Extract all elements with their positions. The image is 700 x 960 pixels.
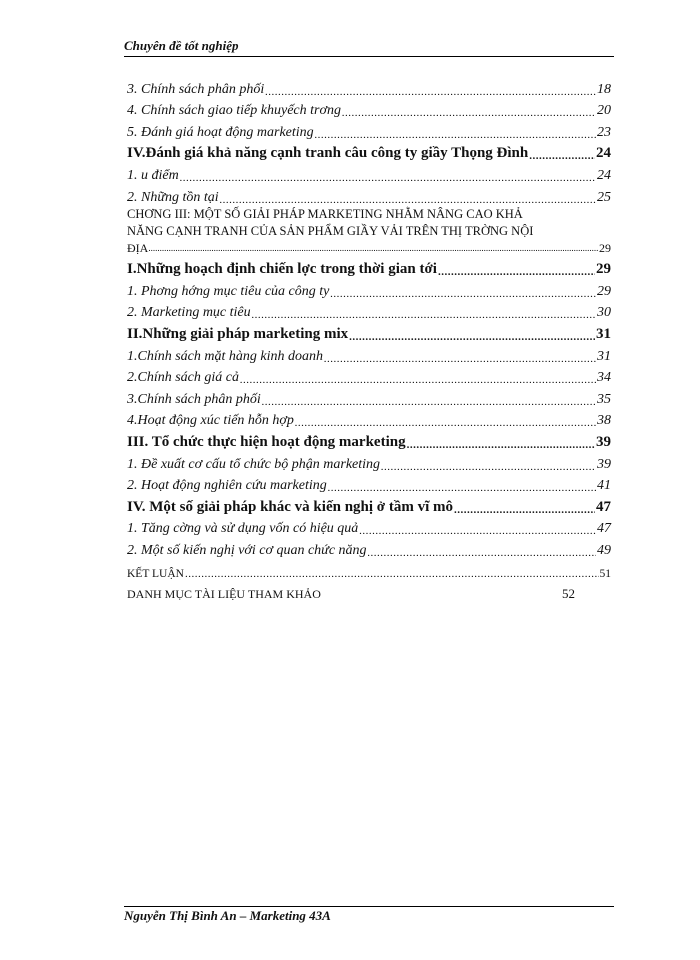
toc-entry[interactable]	[127, 451, 611, 473]
running-header: Chuyên đề tốt nghiệp	[124, 38, 239, 53]
toc-label: 2. Hoạt động nghiên cứu marketing	[127, 478, 327, 494]
toc-label: 2. Những tồn tại	[127, 189, 219, 205]
leader-dots	[368, 547, 596, 559]
toc-page: 29	[599, 240, 611, 255]
toc-page: 31	[596, 325, 611, 342]
toc-label: 4.Hoạt động xúc tiến hỗn hợp	[127, 413, 294, 429]
toc-page: 52	[562, 586, 575, 602]
leader-dots	[330, 288, 596, 300]
leader-dots	[185, 568, 599, 580]
header-rule	[124, 56, 614, 57]
leader-dots	[148, 240, 599, 257]
toc-label: 1.Chính sách mặt hàng kinh doanh	[127, 348, 323, 364]
toc-page: 31	[597, 348, 611, 364]
toc-page: 29	[597, 283, 611, 299]
toc-entry[interactable]	[127, 408, 611, 430]
toc-label: 1. Phơng hớng mục tiêu của công ty	[127, 283, 330, 299]
toc-page: 30	[597, 305, 611, 321]
toc-entry[interactable]	[127, 386, 611, 408]
leader-dots	[529, 150, 595, 162]
toc-entry[interactable]	[127, 365, 611, 387]
leader-dots	[220, 194, 596, 206]
toc-section[interactable]	[127, 494, 611, 516]
toc-label: 3.Chính sách phân phối	[127, 391, 261, 407]
toc-entry[interactable]	[127, 537, 611, 559]
toc-page: 20	[597, 103, 611, 119]
toc-entry[interactable]	[127, 343, 611, 365]
toc-label: 1. Đề xuất cơ cấu tổ chức bộ phận marketing	[127, 456, 381, 472]
toc-label: 2.Chính sách giá cả	[127, 370, 239, 386]
toc-label: II.Những giải pháp marketing mix	[127, 325, 349, 342]
leader-dots	[454, 504, 595, 516]
toc-entry[interactable]	[127, 184, 611, 206]
leader-dots	[438, 266, 595, 278]
toc-entry-conclusion[interactable]	[127, 559, 611, 581]
toc-entry[interactable]	[127, 516, 611, 538]
toc-page: 47	[596, 498, 611, 515]
toc-label: 2. Marketing mục tiêu	[127, 305, 251, 321]
chapter-title-line2: NĂNG CẠNH TRANH CỦA SẢN PHẨM GIẦY VẢI TRÊN THỊ TRỜNG NỘI	[127, 223, 534, 238]
leader-dots	[324, 353, 596, 365]
leader-dots	[252, 309, 596, 321]
toc-page: 23	[597, 124, 611, 140]
toc-page: 39	[596, 433, 611, 450]
footer-rule	[124, 906, 614, 907]
toc-entry[interactable]	[127, 278, 611, 300]
leader-dots	[240, 374, 596, 386]
leader-dots	[381, 461, 596, 473]
toc-label: IV. Một số giải pháp khác và kiến nghị ở tầm vĩ mô	[127, 498, 454, 515]
toc-entry[interactable]	[127, 300, 611, 322]
toc-page: 24	[597, 167, 611, 183]
toc-label: 1. u điểm	[127, 167, 179, 183]
toc-page: 51	[599, 568, 611, 581]
toc-label: I.Những hoạch định chiến lợc trong thời gian tới	[127, 261, 437, 278]
toc-entry[interactable]	[127, 473, 611, 495]
leader-dots	[295, 417, 596, 429]
toc-label: 1. Tăng cờng và sử dụng vốn có hiệu quả	[127, 521, 359, 537]
leader-dots	[315, 129, 596, 141]
toc-chapter[interactable]	[127, 206, 611, 257]
toc-section[interactable]	[127, 429, 611, 451]
toc-page: 38	[597, 413, 611, 429]
toc-entry-references[interactable]	[127, 580, 611, 602]
toc-label: 4. Chính sách giao tiếp khuyếch trơng	[127, 103, 341, 119]
toc-page: 47	[597, 521, 611, 537]
chapter-title-line3: ĐỊA	[127, 240, 149, 255]
toc-page: 35	[597, 391, 611, 407]
toc-page: 39	[597, 456, 611, 472]
toc-label: KẾT LUẬN	[127, 568, 184, 581]
leader-dots	[328, 482, 596, 494]
leader-dots	[262, 396, 596, 408]
toc-page: 29	[596, 261, 611, 278]
toc-section[interactable]	[127, 141, 611, 163]
toc-entry[interactable]	[127, 119, 611, 141]
leader-dots	[349, 331, 595, 343]
toc-entry[interactable]	[127, 98, 611, 120]
toc-label: DANH MỤC TÀI LIỆU THAM KHẢO	[127, 587, 321, 602]
toc-page: 49	[597, 542, 611, 558]
toc-label: IV.Đánh giá khả năng cạnh tranh câu công ty giầy Thọng Đình	[127, 145, 529, 162]
toc-page: 18	[597, 81, 611, 97]
leader-dots	[407, 439, 595, 451]
toc-label: 5. Đánh giá hoạt động marketing	[127, 124, 314, 140]
toc-label: III. Tổ chức thực hiện hoạt động marketing	[127, 433, 406, 450]
toc-page: 24	[596, 145, 611, 162]
leader-dots	[180, 172, 596, 184]
toc-label: 2. Một số kiến nghị với cơ quan chức năng	[127, 542, 367, 558]
toc-page: 41	[597, 478, 611, 494]
toc-section[interactable]	[127, 321, 611, 343]
toc-entry[interactable]	[127, 162, 611, 184]
toc-section[interactable]	[127, 257, 611, 279]
leader-dots	[359, 525, 596, 537]
toc-page: 34	[597, 370, 611, 386]
chapter-title-line1: CHƠNG III: MỘT SỐ GIẢI PHÁP MARKETING NHẰM NÂNG CAO KHẢ	[127, 206, 523, 221]
leader-dots	[265, 86, 596, 98]
leader-dots	[342, 107, 596, 119]
toc-label: 3. Chính sách phân phối	[127, 81, 265, 97]
toc-entry[interactable]	[127, 76, 611, 98]
running-footer: Nguyễn Thị Bình An – Marketing 43A	[124, 908, 331, 923]
toc-page: 25	[597, 189, 611, 205]
table-of-contents	[127, 76, 611, 602]
